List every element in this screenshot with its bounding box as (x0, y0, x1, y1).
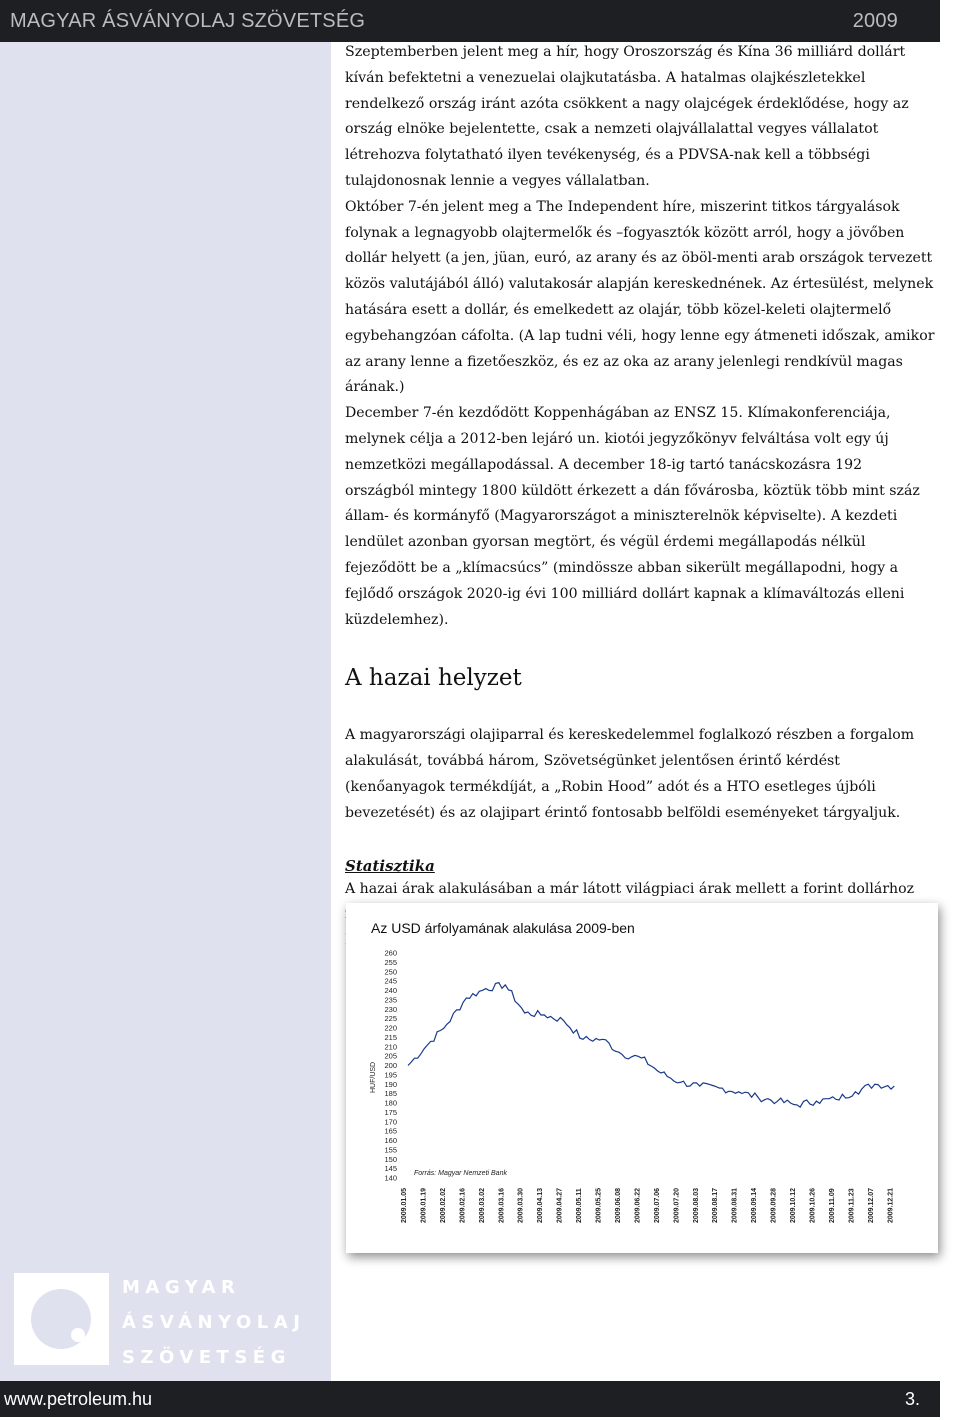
y-tick-label: 240 (384, 986, 397, 995)
x-tick-label: 2009.11.09 (828, 1188, 836, 1223)
x-tick-label: 2009.06.22 (634, 1187, 642, 1223)
x-tick-label: 2009.07.20 (673, 1187, 681, 1223)
y-tick-label: 255 (384, 957, 397, 967)
x-tick-label: 2009.03.30 (517, 1187, 525, 1223)
chart-title: Az USD árfolyamának alakulása 2009-ben (371, 920, 635, 936)
x-tick-label: 2009.10.12 (790, 1187, 797, 1223)
y-tick-label: 185 (384, 1089, 397, 1099)
x-tick-label: 2009.12.07 (867, 1187, 875, 1223)
y-tick-label: 200 (384, 1061, 397, 1070)
y-tick-label: 195 (384, 1070, 397, 1080)
y-tick-label: 175 (384, 1107, 397, 1117)
x-tick-label: 2009.01.05 (401, 1187, 408, 1223)
association-logo (14, 1270, 334, 1370)
chart-series-line (408, 983, 894, 1108)
y-tick-label: 215 (384, 1032, 397, 1042)
section-title: A hazai helyzet (345, 665, 522, 692)
logo-mark (14, 1273, 109, 1365)
x-tick-label: 2009.08.03 (692, 1187, 700, 1223)
y-tick-label: 170 (384, 1117, 397, 1127)
x-tick-label: 2009.01.19 (420, 1187, 428, 1223)
logo-wordmark (122, 1270, 332, 1375)
x-tick-label: 2009.09.28 (770, 1187, 778, 1223)
y-tick-label: 250 (384, 967, 397, 977)
x-tick-label: 2009.11.23 (848, 1188, 856, 1223)
paragraph-copenhagen: December 7-én kezdődött Koppenhágában az ENSZ 15. Klímakonferenciája, melynek célja a 2012-ben lejáró un. kiotói jegyzőkönyv felváltása volt egy új nemzetközi megállapodással. A december 18-ig tartó tanácskozásra 192 országból mintegy 1800 küldött érkezett a dán fővárosba, köztük több mint száz állam- és kormányfő (Magyarországot a miniszterelnök képviselte). A kezdeti lendület azonban gyorsan megtört, és végül érdemi megállapodás nélkül fejeződött be a „klímacsúcs” (mindössze abban sikerült megállapodni, hogy a fejlődő országok 2020-ig évi 100 milliárd dollárt kapnak a klímaváltozás elleni küzdelemhez). (345, 405, 920, 628)
y-tick-label: 260 (384, 948, 397, 958)
x-tick-label: 2009.03.16 (498, 1187, 506, 1223)
paragraph-independent: Október 7-én jelent meg a The Independent híre, miszerint titkos tárgyalások folynak a legnagyobb olajtermelők és –fogyasztók között arról, hogy a jövőben dollár helyett (a jen, jüan, euró, az arany és az öböl-menti arab országok tervezett közös valutájából álló) valutakosár alapján kereskednének. Az értesülést, melynek hatására esett a dollár, és emelkedett az olajár, több közel-keleti olajtermelő egybehangzóan cáfolta. (A lap tudni véli, hogy lenne egy átmeneti időszak, amikor az arany lenne a fizetőeszköz, és ez az oka az arany jelenlegi rendkívül magas árának.) (345, 198, 935, 396)
subsection-title: Statisztika (345, 856, 435, 875)
usd-exchange-chart (346, 903, 938, 1253)
x-tick-label: 2009.08.17 (712, 1187, 720, 1223)
y-tick-label: 225 (384, 1014, 397, 1024)
x-tick-label: 2009.12.21 (887, 1187, 895, 1223)
x-tick-label: 2009.06.08 (614, 1187, 622, 1223)
y-tick-label: 145 (384, 1164, 397, 1174)
y-tick-label: 205 (384, 1051, 397, 1061)
paragraph-statistics: A hazai árak alakulásában a már látott világpiaci árak mellett a forint dollárhoz (345, 880, 915, 897)
y-tick-label: 180 (384, 1098, 397, 1108)
y-tick-label: 245 (384, 976, 397, 986)
x-tick-label: 2009.04.13 (537, 1187, 545, 1223)
chart-y-axis-label: HUF/USD (370, 1061, 377, 1093)
x-tick-label: 2009.05.25 (595, 1187, 603, 1223)
y-tick-label: 155 (384, 1145, 397, 1155)
x-tick-label: 2009.10.26 (809, 1187, 817, 1223)
footer-url[interactable]: www.petroleum.hu (4, 1388, 153, 1409)
footer-page-number: 3. (904, 1388, 920, 1409)
y-tick-label: 140 (384, 1173, 397, 1183)
x-tick-label: 2009.09.14 (751, 1187, 759, 1223)
x-tick-label: 2009.02.16 (459, 1187, 467, 1223)
x-tick-label: 2009.05.11 (576, 1188, 584, 1223)
header-org-name: MAGYAR ÁSVÁNYOLAJ SZÖVETSÉG (10, 9, 366, 32)
x-tick-label: 2009.03.02 (478, 1187, 486, 1223)
paragraph-domestic: A magyarországi olajiparral és kereskedelemmel foglalkozó részben a forgalom alakulását, továbbá három, Szövetségünket jelentősen érintő kérdést (kenőanyagok termékdíját, a „Robin Hood” adót és a HTO esetleges újbóli bevezetését) és az olajipart érintő fontosabb belföldi eseményeket tárgyaljuk. (345, 727, 915, 821)
page-footer (0, 1381, 940, 1417)
header-year: 2009 (852, 9, 898, 32)
logo-line-1: MAGYAR (122, 1277, 241, 1298)
logo-line-2: ÁSVÁNYOLAJ (122, 1312, 306, 1333)
article-body (345, 40, 935, 980)
y-tick-label: 220 (384, 1023, 397, 1033)
chart-source-note: Forrás: Magyar Nemzeti Bank (414, 1170, 507, 1177)
y-tick-label: 210 (384, 1042, 397, 1052)
x-tick-label: 2009.02.02 (439, 1187, 447, 1223)
y-tick-label: 235 (384, 995, 397, 1005)
x-tick-label: 2009.07.06 (653, 1187, 661, 1223)
paragraph-venezuela: Szeptemberben jelent meg a hír, hogy Oroszország és Kína 36 milliárd dollárt kíván befektetni a venezuelai olajkutatásba. A hatalmas olajkészletekkel rendelkező ország iránt azóta csökkent a nagy olajcégek érdeklődése, hogy az ország elnöke bejelentette, csak a nemzeti olajvállalattal vegyes vállalatot létrehozva folytatható ilyen tevékenység, és a PDVSA-nak kell a többségi tulajdonosnak lennie a vegyes vállalatban. (345, 44, 909, 189)
y-tick-label: 230 (384, 1004, 397, 1014)
page-header (0, 0, 940, 42)
left-sidebar-band (0, 42, 331, 1382)
y-tick-label: 160 (384, 1136, 397, 1145)
y-tick-label: 165 (384, 1126, 397, 1136)
chart-svg (346, 903, 938, 1253)
x-tick-label: 2009.04.27 (556, 1187, 564, 1223)
logo-line-3: SZÖVETSÉG (122, 1347, 291, 1368)
x-tick-label: 2009.08.31 (731, 1187, 739, 1223)
logo-emblem-icon (14, 1273, 109, 1365)
y-tick-label: 190 (384, 1079, 397, 1089)
y-tick-label: 150 (384, 1154, 397, 1164)
